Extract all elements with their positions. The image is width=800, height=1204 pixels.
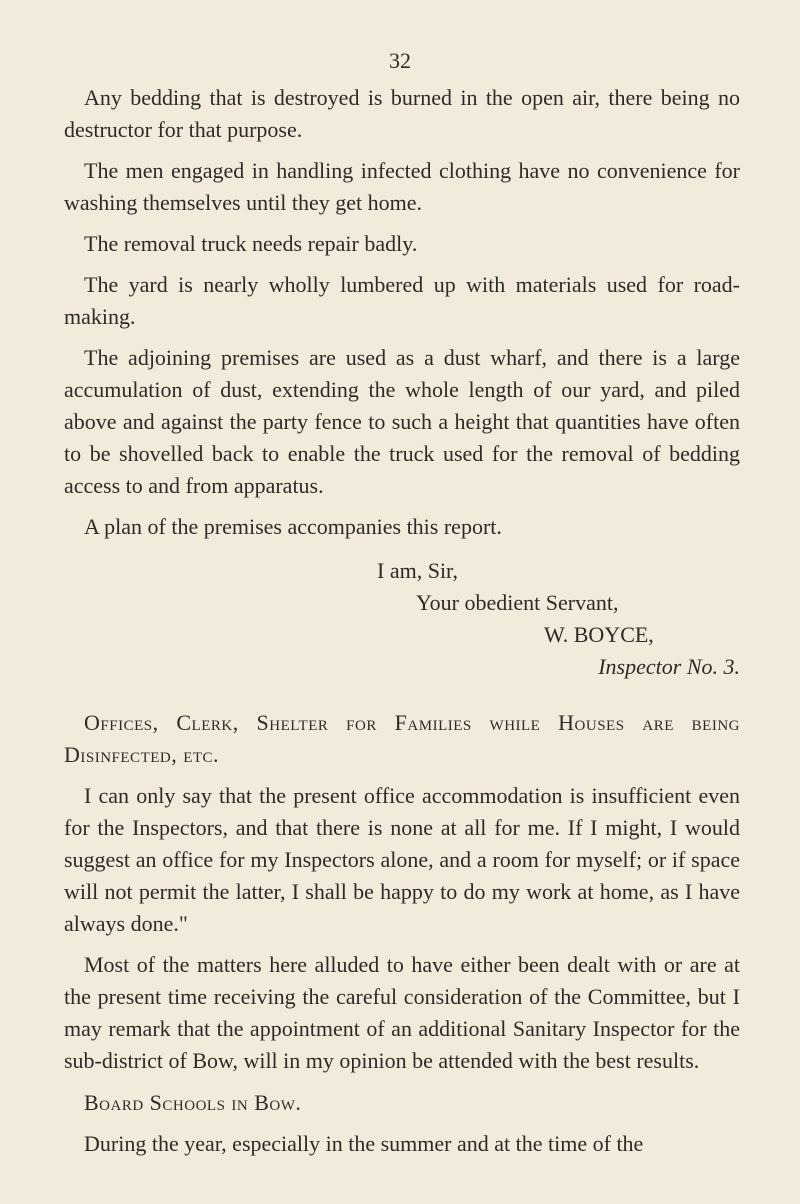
signature-closing: Your obedient Servant,: [416, 590, 619, 615]
paragraph-during-year: During the year, especially in the summer and at the time of the: [84, 1131, 644, 1156]
signature-title: Inspector No. 3.: [598, 654, 740, 679]
paragraph-bedding: Any bedding that is destroyed is burned in the open air, there being no destructor for that purpose.: [64, 85, 740, 142]
section-heading-board-schools: Board Schools in Bow.: [84, 1090, 302, 1115]
paragraph-truck: The removal truck needs repair badly.: [84, 231, 418, 256]
paragraph-office-accommodation: I can only say that the present office accommodation is insufficient even for the Inspectors, and that there is none at all for me. If I might, I would suggest an office for my Inspectors alone, and a room for myself; or if space will not permit the latter, I shall be happy to do my work at home, as I have always done.": [64, 783, 740, 936]
paragraph-dust-wharf: The adjoining premises are used as a dust wharf, and there is a large accumulation of dust, extending the whole length of our yard, and piled above and against the party fence to such a height that quantities have often to be shovelled back to enable the truck used for the removal of bedding access to and from apparatus.: [64, 345, 740, 498]
paragraph-yard: The yard is nearly wholly lumbered up with materials used for road-making.: [64, 272, 740, 329]
section-heading-offices: Offices, Clerk, Shelter for Families while Houses are being Disinfected, etc.: [64, 710, 740, 767]
paragraph-committee: Most of the matters here alluded to have either been dealt with or are at the present time receiving the careful consideration of the Committee, but I may remark that the appointment of an additional Sanitary Inspector for the sub-district of Bow, will in my opinion be attended with the best results.: [64, 952, 740, 1073]
paragraph-washing: The men engaged in handling infected clothing have no convenience for washing themselves until they get home.: [64, 158, 740, 215]
signature-name: W. BOYCE,: [544, 622, 654, 647]
page-number: 32: [389, 48, 411, 73]
document-body: [64, 82, 740, 1160]
signature-salutation: I am, Sir,: [377, 558, 458, 583]
paragraph-plan: A plan of the premises accompanies this report.: [84, 514, 502, 539]
